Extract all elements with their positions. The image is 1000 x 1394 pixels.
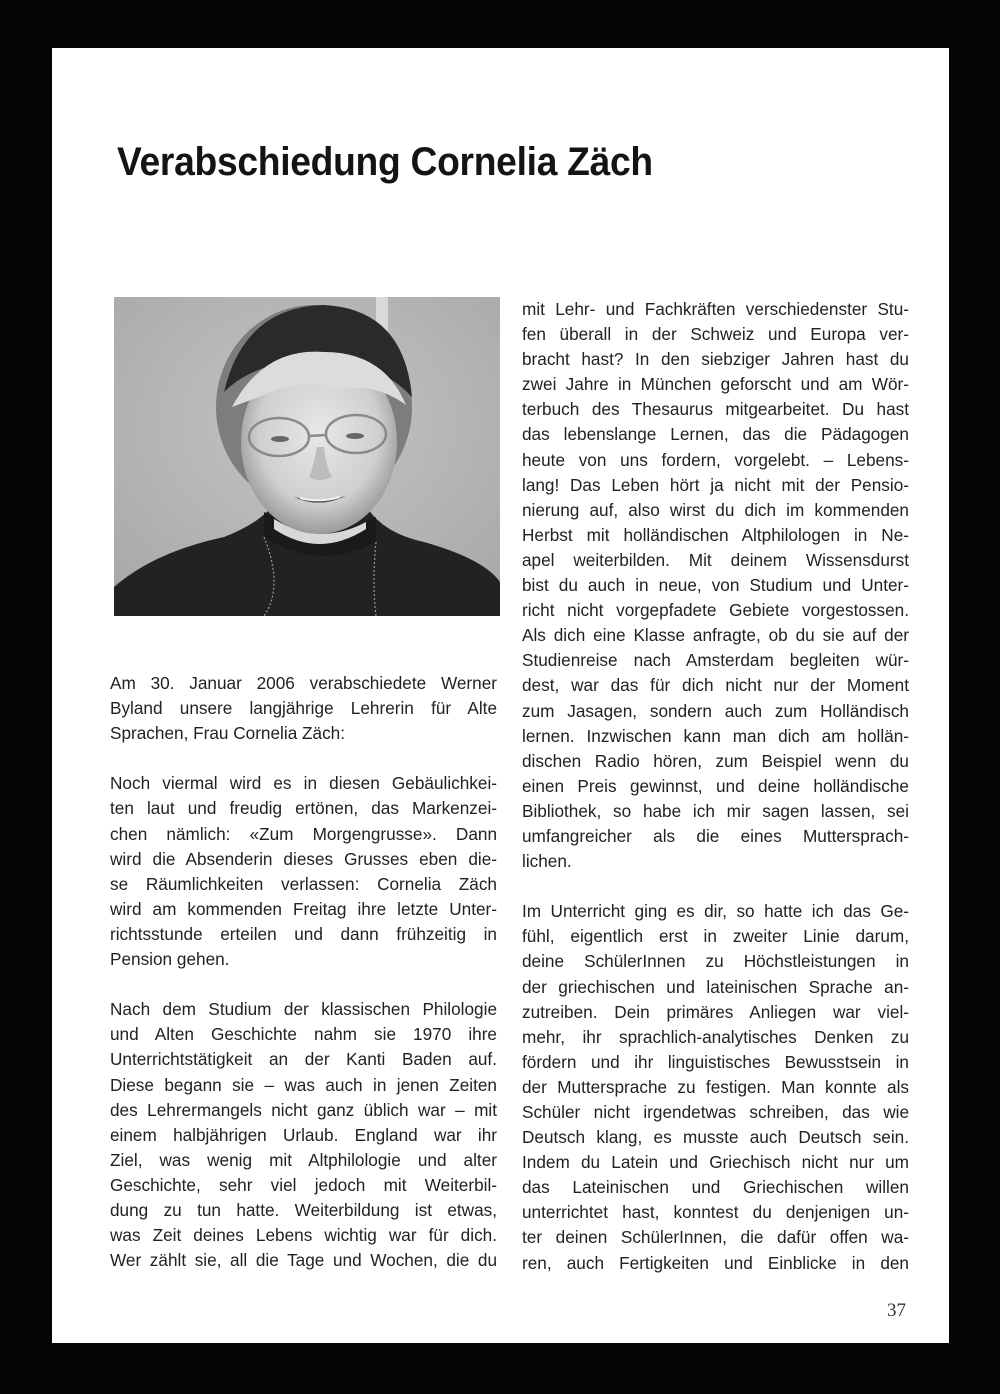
text-line: Am 30. Januar 2006 verabschiedete Werner xyxy=(110,673,497,693)
text-line: Studienreise nach Amsterdam begleiten wür- xyxy=(522,650,909,671)
article-title: Verabschiedung Cornelia Zäch xyxy=(117,140,653,184)
text-line: Sprachen, Frau Cornelia Zäch: xyxy=(110,723,346,744)
text-line: der Muttersprache zu festigen. Man konnte als xyxy=(522,1076,909,1097)
text-line: Nach dem Studium der klassischen Philologie xyxy=(110,999,497,1020)
text-line: zum Jasagen, sondern auch zum Holländisch xyxy=(522,700,909,721)
article-column-right xyxy=(522,297,909,1276)
article-column-left xyxy=(110,671,497,1273)
text-line: das lebenslange Lernen, das die Pädagogen xyxy=(522,424,909,445)
text-line: Pension gehen. xyxy=(110,949,230,970)
paragraph-career xyxy=(110,997,497,1273)
text-line: bracht hast? In den siebziger Jahren hast du xyxy=(522,349,909,370)
text-line: umfangreicher als die eines Muttersprach- xyxy=(522,825,909,846)
portrait-image xyxy=(114,297,500,616)
text-line: Deutsch klang, es musste auch Deutsch sein. xyxy=(522,1127,909,1148)
text-line: Herbst mit holländischen Altphilologen in Ne- xyxy=(522,524,909,545)
text-line: Wer zählt sie, all die Tage und Wochen, die du xyxy=(110,1250,497,1271)
text-line: das Lateinischen und Griechischen willen xyxy=(522,1177,909,1198)
text-line: ten laut und freudig ertönen, das Markenzei- xyxy=(110,798,497,819)
text-line: nierung auf, also wirst du dich im kommenden xyxy=(522,499,909,520)
paragraph-teaching xyxy=(522,899,909,1275)
text-line: chen nämlich: «Zum Morgengrusse». Dann xyxy=(110,823,497,844)
text-line: wird die Absenderin dieses Grusses eben die- xyxy=(110,848,497,869)
text-line: fen überall in der Schweiz und Europa ver- xyxy=(522,324,909,345)
text-line: lichen. xyxy=(522,851,572,872)
text-line: des Lehrermangels nicht ganz üblich war – mit xyxy=(110,1099,497,1120)
text-line: dest, war das für dich nicht nur der Moment xyxy=(522,675,909,696)
text-line: Bibliothek, so habe ich mir sagen lassen, sei xyxy=(522,800,909,821)
text-line: fördern und ihr linguistisches Bewusstsein in xyxy=(522,1051,909,1072)
text-line: mehr, ihr sprachlich-analytisches Denken zu xyxy=(522,1026,909,1047)
text-line: lernen. Inzwischen kann man dich am hollän- xyxy=(522,725,909,746)
text-line: Ziel, was wenig mit Altphilologie und alter xyxy=(110,1149,497,1170)
text-line: apel weiterbilden. Mit deinem Wissensdurst xyxy=(522,549,909,570)
text-line: einem halbjährigen Urlaub. England war ihr xyxy=(110,1124,497,1145)
text-line: se Räumlichkeiten verlassen: Cornelia Zäch xyxy=(110,873,497,894)
text-line: deine SchülerInnen zu Höchstleistungen in xyxy=(522,951,909,972)
text-line: lang! Das Leben hört ja nicht mit der Pensio- xyxy=(522,474,909,495)
text-line: dischen Radio hören, zum Beispiel wenn du xyxy=(522,750,909,771)
text-line: was Zeit deines Lebens wichtig war für dich. xyxy=(110,1225,497,1246)
text-line: Im Unterricht ging es dir, so hatte ich das Ge- xyxy=(522,901,909,922)
paragraph-farewell xyxy=(110,771,497,972)
text-line: und Alten Geschichte nahm sie 1970 ihre xyxy=(110,1024,497,1045)
text-line: der griechischen und lateinischen Sprache an- xyxy=(522,976,909,997)
text-line: dung zu tun hatte. Weiterbildung ist etwas, xyxy=(110,1199,497,1220)
text-line: heute von uns fordern, vorgelebt. – Lebens- xyxy=(522,449,909,470)
text-line: mit Lehr- und Fachkräften verschiedenster Stu- xyxy=(522,299,909,319)
text-line: Indem du Latein und Griechisch nicht nur um xyxy=(522,1152,909,1173)
document-page xyxy=(52,48,949,1343)
text-line: Als dich eine Klasse anfragte, ob du sie auf der xyxy=(522,625,909,646)
text-line: Geschichte, sehr viel jedoch mit Weiterbil- xyxy=(110,1174,497,1195)
text-line: Noch viermal wird es in diesen Gebäulichkei- xyxy=(110,773,497,794)
text-line: bist du auch in neue, von Studium und Unter- xyxy=(522,575,909,596)
text-line: ren, auch Fertigkeiten und Einblicke in den xyxy=(522,1252,909,1273)
paragraph-intro xyxy=(110,671,497,746)
text-line: einen Preis gewinnst, und deine holländische xyxy=(522,775,909,796)
paragraph-lifelong-learning xyxy=(522,297,909,874)
text-line: Byland unsere langjährige Lehrerin für Alte xyxy=(110,698,497,719)
page-number: 37 xyxy=(887,1300,906,1321)
text-line: Diese begann sie – was auch in jenen Zeiten xyxy=(110,1074,497,1095)
text-line: Unterrichtstätigkeit an der Kanti Baden auf. xyxy=(110,1049,497,1070)
text-line: ter deinen SchülerInnen, die dafür offen wa- xyxy=(522,1227,909,1248)
text-line: fühl, eigentlich erst in zweiter Linie darum, xyxy=(522,926,909,947)
text-line: richtsstunde erteilen und dann frühzeitig in xyxy=(110,923,497,944)
text-line: unterrichtet hast, konntest du denjenigen un- xyxy=(522,1202,909,1223)
text-line: richt nicht vorgepfadete Gebiete vorgestossen. xyxy=(522,600,909,621)
text-line: wird am kommenden Freitag ihre letzte Unter- xyxy=(110,898,497,919)
text-line: zwei Jahre in München geforscht und am Wör- xyxy=(522,374,909,395)
text-line: Schüler nicht irgendetwas schreiben, das wie xyxy=(522,1102,909,1122)
text-line: terbuch des Thesaurus mitgearbeitet. Du hast xyxy=(522,399,909,420)
portrait-photo xyxy=(114,297,500,616)
text-line: zutreiben. Dein primäres Anliegen war viel- xyxy=(522,1001,909,1022)
